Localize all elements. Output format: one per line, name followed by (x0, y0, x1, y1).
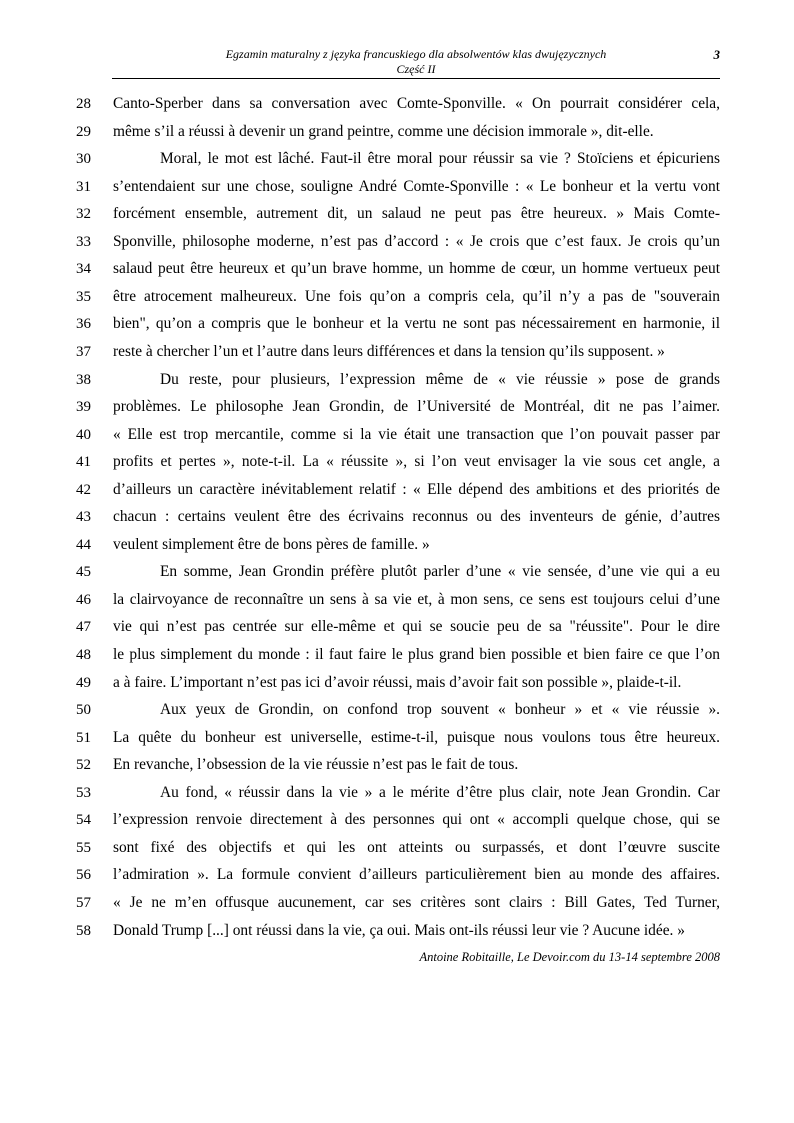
text-line (0, 861, 794, 889)
line-text: Donald Trump [...] ont réussi dans la vie, ça oui. Mais ont-ils réussi leur vie ? Aucune idée. » (113, 921, 685, 939)
line-text: l’admiration ». La formule convient d’ailleurs particulièrement bien au monde des affaires. (113, 866, 720, 884)
line-number: 33 (76, 233, 91, 250)
line-number: 39 (76, 399, 91, 416)
line-text: Au fond, « réussir dans la vie » a le mérite d’être plus clair, note Jean Grondin. Car (160, 783, 720, 801)
line-text: la clairvoyance de reconnaître un sens à sa vie et, à mon sens, ce sens est toujours celui d’une (113, 590, 720, 608)
line-number: 49 (76, 674, 91, 691)
line-text: chacun : certains veulent être des écrivains reconnus ou des inventeurs de génie, d’autres (113, 508, 720, 526)
text-line (0, 641, 794, 669)
text-line (0, 310, 794, 338)
line-text: Du reste, pour plusieurs, l’expression même de « vie réussie » pose de grands (160, 370, 720, 388)
line-text: Sponville, philosophe moderne, n’est pas d’accord : « Je crois que c’est faux. Je crois qu’un (113, 232, 720, 250)
text-line (0, 834, 794, 862)
line-text: En somme, Jean Grondin préfère plutôt parler d’une « vie sensée, d’une vie qui a eu (160, 563, 720, 581)
page-number: 3 (713, 47, 720, 62)
line-text: Canto-Sperber dans sa conversation avec Comte-Sponville. « On pourrait considérer cela, (113, 95, 720, 112)
line-text: profits et pertes », note-t-il. La « réussite », si l’on veut envisager la vie sous cet angle, a (113, 453, 720, 471)
line-number: 44 (76, 536, 91, 553)
text-line (0, 779, 794, 807)
line-number: 42 (76, 481, 91, 498)
text-line (0, 806, 794, 834)
line-number: 29 (76, 123, 91, 140)
text-line (0, 586, 794, 614)
line-number: 34 (76, 261, 91, 278)
line-text: a à faire. L’important n’est pas ici d’avoir réussi, mais d’avoir fait son possible », plaide-t-il. (113, 673, 682, 691)
line-number: 28 (76, 96, 91, 112)
line-number: 47 (76, 619, 91, 636)
text-line (0, 338, 794, 366)
text-line (0, 696, 794, 724)
line-text: même s’il a réussi à devenir un grand peintre, comme une décision immorale », dit-elle. (113, 122, 654, 140)
line-number: 35 (76, 288, 91, 305)
line-number: 43 (76, 509, 91, 526)
line-number: 50 (76, 702, 91, 719)
line-text: d’ailleurs un caractère inévitablement relatif : « Elle dépend des ambitions et des priorités de (113, 480, 720, 498)
text-line (0, 283, 794, 311)
line-number: 54 (76, 812, 91, 829)
line-number: 52 (76, 757, 91, 774)
line-text: sont fixé des objectifs et qui les ont atteints ou surpassés, et dont l’œuvre suscite (113, 838, 720, 856)
line-text: reste à chercher l’un et l’autre dans leurs différences et dans la tension qu’ils supposent. » (113, 342, 665, 360)
line-number: 51 (76, 729, 91, 746)
line-text: Aux yeux de Grondin, on confond trop souvent « bonheur » et « vie réussie ». (160, 701, 720, 719)
line-number: 32 (76, 206, 91, 223)
line-text: « Je ne m’en offusque aucunement, car ses critères sont clairs : Bill Gates, Ted Turner, (113, 893, 720, 911)
line-text: La quête du bonheur est universelle, estime-t-il, puisque nous voulons tous être heureux. (113, 728, 720, 746)
line-text: vie qui n’est pas centrée sur elle-même et qui se soucie peu de sa "réussite". Pour le dire (113, 618, 720, 636)
line-number: 58 (76, 922, 91, 939)
text-line (0, 421, 794, 449)
line-text: Moral, le mot est lâché. Faut-il être moral pour réussir sa vie ? Stoïciens et épicuriens (160, 150, 720, 168)
source-citation: Antoine Robitaille, Le Devoir.com du 13-14 septembre 2008 (419, 950, 720, 964)
text-line (0, 613, 794, 641)
line-text: « Elle est trop mercantile, comme si la vie était une transaction que l’on pouvait passer par (113, 425, 720, 443)
line-number: 48 (76, 647, 91, 663)
exam-title: Egzamin maturalny z języka francuskiego dla absolwentów klas dwujęzycznych (225, 47, 607, 61)
page-header (112, 47, 720, 77)
text-line (0, 503, 794, 531)
line-text: l’expression renvoie directement à des personnes qui ont « accompli quelque chose, qui se (113, 811, 720, 829)
text-line (0, 255, 794, 283)
line-number: 46 (76, 591, 91, 608)
text-line (0, 200, 794, 228)
text-line (0, 145, 794, 173)
line-number: 56 (76, 867, 91, 884)
line-text: le plus simplement du monde : il faut faire le plus grand bien possible et bien faire ce que l’on (113, 646, 720, 663)
text-line (0, 724, 794, 752)
line-number: 55 (76, 839, 91, 856)
text-line (0, 751, 794, 779)
text-line (0, 118, 794, 146)
line-number: 57 (76, 894, 91, 911)
line-number: 40 (76, 426, 91, 443)
text-line (0, 90, 794, 118)
text-line (0, 917, 794, 945)
text-line (0, 558, 794, 586)
line-text: bien", qu’on a compris que le bonheur et la vertu ne sont pas nécessairement en harmonie, il (113, 315, 720, 333)
text-line (0, 448, 794, 476)
exam-part: Część II (396, 62, 436, 76)
line-text: veulent simplement être de bons pères de famille. » (113, 535, 430, 553)
text-line (0, 531, 794, 559)
line-text: salaud peut être heureux et qu’un brave homme, un homme de cœur, un homme vertueux peut (113, 260, 720, 278)
line-number: 36 (76, 316, 91, 333)
line-text: problèmes. Le philosophe Jean Grondin, de l’Université de Montréal, dit ne pas l’aimer. (113, 398, 720, 416)
line-number: 41 (76, 454, 91, 471)
line-number: 37 (76, 343, 91, 360)
text-line (0, 669, 794, 697)
line-text: En revanche, l’obsession de la vie réussie n’est pas le fait de tous. (113, 756, 519, 774)
line-number: 30 (76, 151, 91, 168)
text-line (0, 228, 794, 256)
text-line (0, 173, 794, 201)
text-line (0, 366, 794, 394)
line-number: 45 (76, 564, 91, 581)
text-line (0, 889, 794, 917)
line-text: être atrocement malheureux. Une fois qu’on a compris cela, qu’il n’y a pas de "souverain (113, 287, 720, 305)
line-number: 53 (76, 784, 91, 801)
line-number: 38 (76, 371, 91, 388)
text-line (0, 393, 794, 421)
header-rule (112, 78, 720, 79)
line-text: forcément ensemble, autrement dit, un salaud ne peut pas être heureux. » Mais Comte- (113, 205, 720, 223)
text-line (0, 476, 794, 504)
line-number: 31 (76, 178, 91, 195)
line-text: s’entendaient sur une chose, souligne André Comte-Sponville : « Le bonheur et la vertu vont (113, 177, 720, 195)
